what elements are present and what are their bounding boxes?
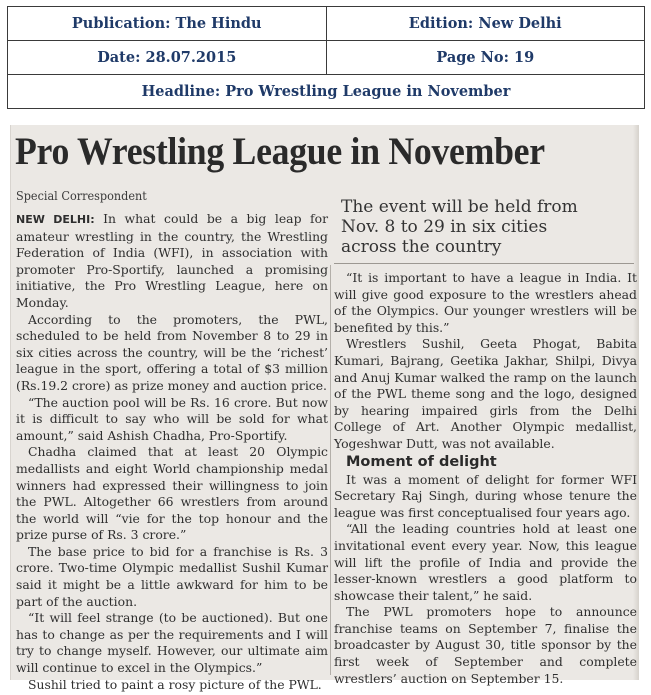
edition-cell	[326, 7, 645, 41]
date-cell	[8, 41, 327, 75]
article-paragraph: “All the leading countries hold at least one invitational event every year. Now, this league will lift the profile of India and provide the lesser-known wrestlers a good platform to showcase their talent,” he said.	[334, 521, 637, 603]
headline-cell	[8, 75, 645, 109]
article-paragraph: The PWL promoters hope to announce franchise teams on September 7, finalise the broadcaster by August 30, title sponsor by the first week of September and complete wrestlers’ auction on September 15.	[334, 604, 637, 686]
article-paragraph: According to the promoters, the PWL, scheduled to be held from November 8 to 29 in six cities across the country, will be the ‘richest’ league in the sport, offering a total of $3 million (Rs.19.2 crore) as prize money and auction price.	[16, 311, 328, 393]
article-headline: Pro Wrestling League in November	[15, 130, 545, 173]
article-dateline: NEW DELHI:	[16, 213, 95, 226]
article-left-column	[16, 211, 328, 693]
article-paragraph-text: In what could be a big leap for amateur wrestling in the country, the Wrestling Federation of India (WFI), in association with promoter Pro-Sportify, launched a promising initiative, the Pro Wrestling League, here on Monday.	[16, 211, 328, 310]
newspaper-clipping	[10, 125, 639, 692]
pullquote-divider	[334, 263, 634, 264]
article-byline: Special Correspondent	[16, 188, 147, 203]
article-paragraph: Sushil tried to paint a rosy picture of the PWL.	[28, 676, 322, 692]
publication-label: Publication: The Hindu	[71, 15, 262, 32]
article-paragraph: Wrestlers Sushil, Geeta Phogat, Babita Kumari, Bajrang, Geetika Jakhar, Shilpi, Divya and Anuj Kumar walked the ramp on the launch of the PWL theme song and the logo, designed by hearing impaired girls from the Delhi College of Art. Another Olympic medallist, Yogeshwar Dutt, was not available.	[334, 336, 637, 451]
article-paragraph: It was a moment of delight for former WFI Secretary Raj Singh, during whose tenure the league was first conceptualised four years ago.	[334, 471, 637, 520]
date-label: Date: 28.07.2015	[97, 49, 237, 66]
article-subheading: Moment of delight	[346, 453, 497, 470]
page-number-cell	[326, 41, 645, 75]
article-paragraph: “It is important to have a league in India. It will give good exposure to the wrestlers ahead of the Olympics. Our younger wrestlers will be benefited by this.”	[334, 270, 637, 335]
article-right-column	[334, 270, 637, 687]
column-divider	[330, 265, 331, 675]
edition-label: Edition: New Delhi	[408, 15, 562, 32]
article-pullquote: The event will be held from Nov. 8 to 29 in six cities across the country	[341, 197, 578, 257]
article-paragraph: Chadha claimed that at least 20 Olympic medallists and eight World championship medal winners had expressed their willingness to join the PWL. Altogether 66 wrestlers from around the world will “vie for the top honour and the prize purse of Rs. 3 crore.”	[16, 444, 328, 543]
article-paragraph	[16, 211, 328, 312]
clipping-info-table	[7, 6, 645, 109]
article-paragraph: “The auction pool will be Rs. 16 crore. But now it is difficult to say who will be sold for what amount,” said Ashish Chadha, Pro-Sportify.	[16, 394, 328, 443]
headline-label: Headline: Pro Wrestling League in November	[141, 83, 511, 100]
article-paragraph: The base price to bid for a franchise is Rs. 3 crore. Two-time Olympic medallist Sushil Kumar said it might be a little awkward for him to be part of the auction.	[16, 543, 328, 609]
article-paragraph: “It will feel strange (to be auctioned). But one has to change as per the requirements and I will try to change myself. However, our ultimate aim will continue to excel in the Olympics.”	[16, 610, 328, 676]
page-number-label: Page No: 19	[436, 49, 535, 66]
publication-cell	[8, 7, 327, 41]
